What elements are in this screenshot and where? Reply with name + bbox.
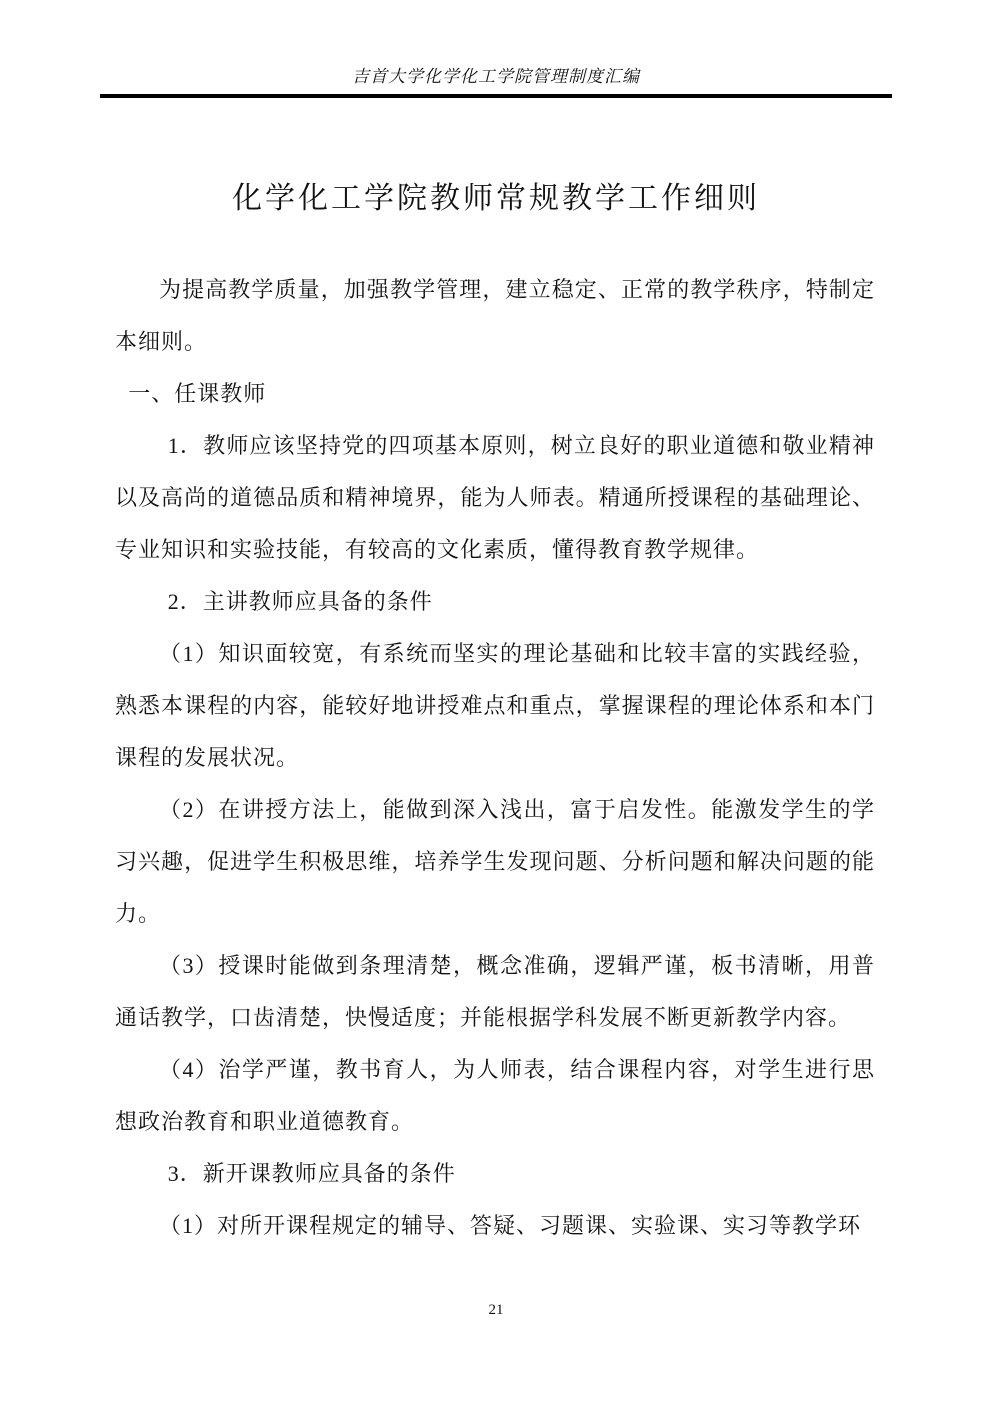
document-body — [115, 264, 875, 1252]
paragraph-item-2-sub-3: （3）授课时能做到条理清楚，概念准确，逻辑严谨，板书清晰，用普通话教学，口齿清楚，快慢适度；并能根据学科发展不断更新教学内容。 — [115, 953, 875, 1030]
paragraph-item-1: 1．教师应该坚持党的四项基本原则，树立良好的职业道德和敬业精神以及高尚的道德品质和精神境界，能为人师表。精通所授课程的基础理论、专业知识和实验技能，有较高的文化素质，懂得教育教学规律。 — [115, 433, 875, 562]
paragraph-intro: 为提高教学质量，加强教学管理，建立稳定、正常的教学秩序，特制定本细则。 — [115, 277, 875, 354]
paragraph-item-2-sub-1: （1）知识面较宽，有系统而坚实的理论基础和比较丰富的实践经验，熟悉本课程的内容，能较好地讲授难点和重点，掌握课程的理论体系和本门课程的发展状况。 — [115, 641, 875, 770]
page-title: 化学化工学院教师常规教学工作细则 — [232, 182, 760, 215]
running-header: 吉首大学化学化工学院管理制度汇编 — [100, 62, 892, 98]
section-heading-1: 一、任课教师 — [128, 381, 267, 406]
paragraph-item-3-sub-1: （1）对所开课程规定的辅导、答疑、习题课、实验课、实习等教学环 — [159, 1213, 862, 1238]
paragraph-item-3: 3．新开课教师应具备的条件 — [167, 1161, 456, 1186]
page-number: 21 — [488, 1302, 504, 1318]
paragraph-item-2-sub-2: （2）在讲授方法上，能做到深入浅出，富于启发性。能激发学生的学习兴趣，促进学生积极思维，培养学生发现问题、分析问题和解决问题的能力。 — [115, 797, 875, 926]
paragraph-item-2-sub-4: （4）治学严谨，教书育人，为人师表，结合课程内容，对学生进行思想政治教育和职业道德教育。 — [115, 1057, 875, 1134]
paragraph-item-2: 2．主讲教师应具备的条件 — [167, 589, 433, 614]
